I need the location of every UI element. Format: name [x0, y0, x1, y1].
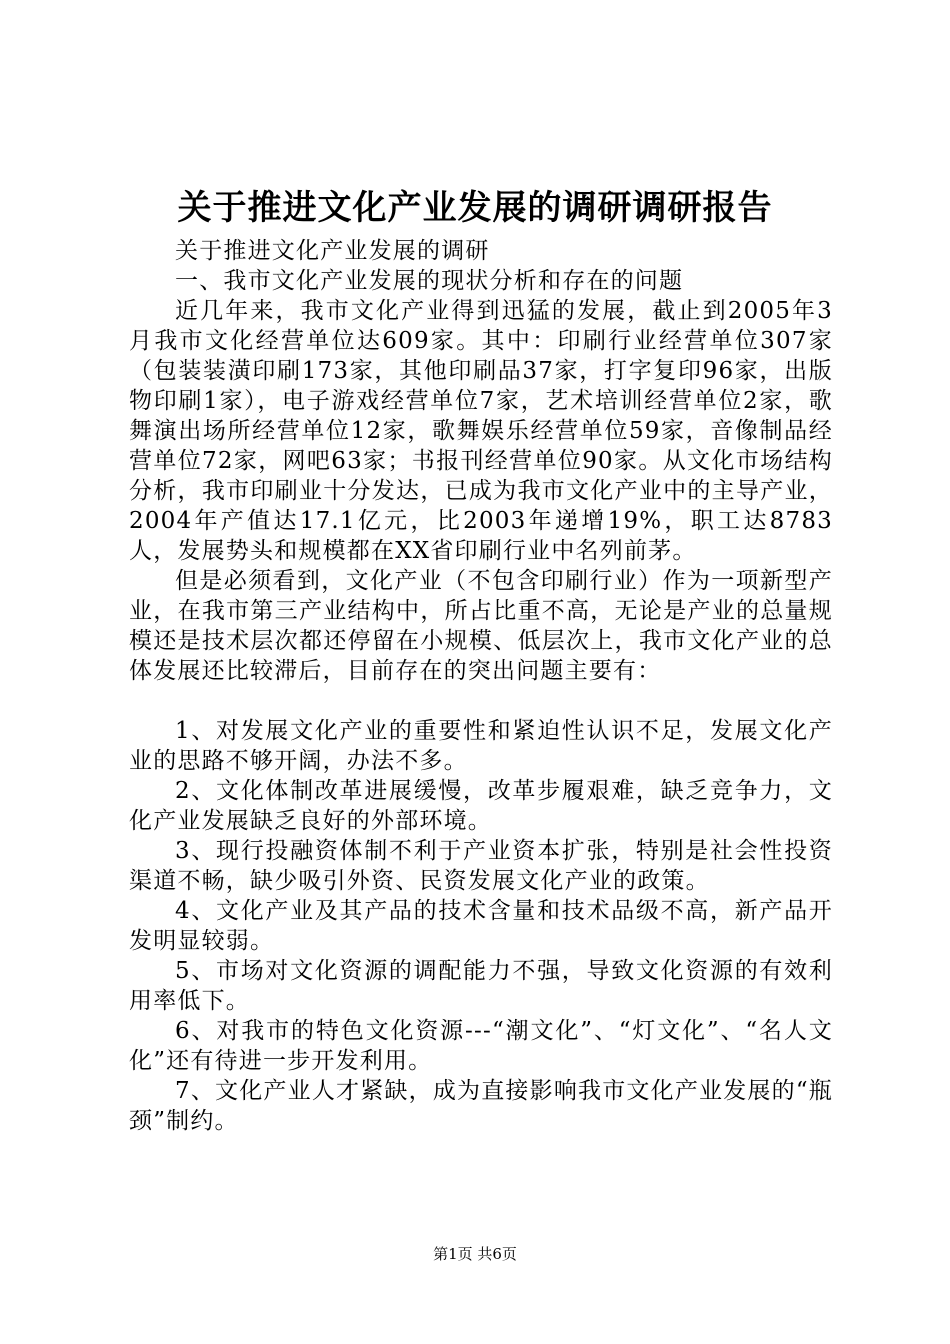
status-paragraph: 近几年来，我市文化产业得到迅猛的发展，截止到2005年3月我市文化经营单位达609家。其中：印刷行业经营单位307家（包装装潢印刷173家，其他印刷品37家，打字复印96家，出版物印刷1家），电子游戏经营单位7家，艺术培训经营单位2家，歌舞演出场所经营单位12家，歌舞娱乐经营单位59家，音像制品经营单位72家，网吧63家；书报刊经营单位90家。从文化市场结构分析，我市印刷业十分发达，已成为我市文化产业中的主导产业，2004年产值达17.1亿元，比2003年递增19%，职工达8783人，发展势头和规模都在XX省印刷行业中名列前茅。 [129, 298, 833, 564]
page-number-footer: 第1页 共6页 [433, 1245, 517, 1263]
issue-item: 5、市场对文化资源的调配能力不强，导致文化资源的有效利用率低下。 [129, 958, 833, 1014]
issue-item: 6、对我市的特色文化资源---“潮文化”、“灯文化”、“名人文化”还有待进一步开发利用。 [129, 1018, 833, 1074]
subtitle-paragraph: 关于推进文化产业发展的调研 [175, 238, 490, 264]
issue-item: 1、对发展文化产业的重要性和紧迫性认识不足，发展文化产业的思路不够开阔，办法不多。 [129, 718, 833, 774]
issue-item: 7、文化产业人才紧缺，成为直接影响我市文化产业发展的“瓶颈”制约。 [129, 1078, 833, 1134]
document-title: 关于推进文化产业发展的调研调研报告 [177, 188, 773, 228]
problems-intro-paragraph: 但是必须看到，文化产业（不包含印刷行业）作为一项新型产业，在我市第三产业结构中，所占比重不高，无论是产业的总量规模还是技术层次都还停留在小规模、低层次上，我市文化产业的总体发展还比较滞后，目前存在的突出问题主要有： [129, 568, 833, 684]
issue-item: 3、现行投融资体制不利于产业资本扩张，特别是社会性投资渠道不畅，缺少吸引外资、民资发展文化产业的政策。 [129, 838, 833, 894]
document-body [129, 236, 833, 1136]
section-heading: 一、我市文化产业发展的现状分析和存在的问题 [175, 268, 684, 294]
blank-line [129, 686, 833, 716]
issue-item: 4、文化产业及其产品的技术含量和技术品级不高，新产品开发明显较弱。 [129, 898, 833, 954]
issue-item: 2、文化体制改革进展缓慢，改革步履艰难，缺乏竞争力，文化产业发展缺乏良好的外部环境。 [129, 778, 833, 834]
